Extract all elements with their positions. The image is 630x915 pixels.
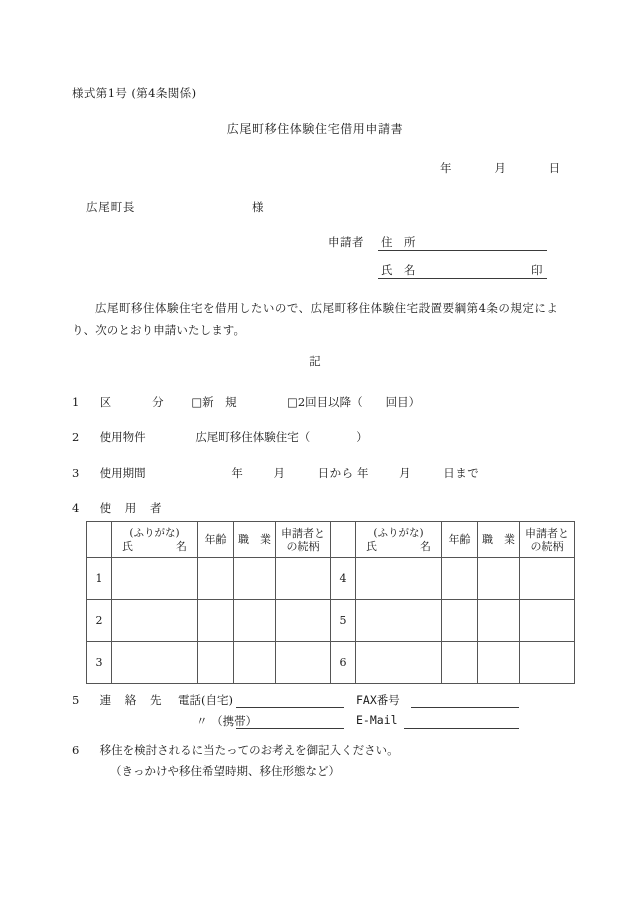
row-name-3[interactable] <box>112 642 198 684</box>
row-name-2[interactable] <box>112 600 198 642</box>
applicant-address-label: 住 所 <box>381 235 416 249</box>
header-relation-line1-right: 申請者と <box>525 526 569 540</box>
item-1-classification <box>72 394 420 410</box>
row-job-6[interactable] <box>478 642 520 684</box>
fax-field[interactable] <box>411 692 519 708</box>
period-from-month: 月 <box>273 466 286 480</box>
period-to-day: 日まで <box>443 466 480 480</box>
item-3-label: 使用期間 <box>99 466 146 480</box>
row-job-3[interactable] <box>234 642 276 684</box>
row-index-3: 3 <box>87 642 112 684</box>
item-4-users <box>72 500 166 516</box>
addressee-name: 広尾町長 <box>86 200 136 214</box>
row-index-1: 1 <box>87 558 112 600</box>
row-job-4[interactable] <box>478 558 520 600</box>
item-2-value[interactable]: 広尾町移住体験住宅（ ） <box>195 430 368 444</box>
header-relation-left <box>276 522 331 558</box>
date-day-label: 日 <box>548 161 561 175</box>
form-number: 様式第1号 (第4条関係) <box>72 86 197 100</box>
item-3-period <box>72 465 479 481</box>
date-year-label: 年 <box>440 161 452 175</box>
item-6-sublabel: （きっかけや移住希望時期、移住形態など） <box>110 764 340 778</box>
seal-mark: 印 <box>531 263 543 277</box>
email-field[interactable] <box>404 713 519 729</box>
row-job-1[interactable] <box>234 558 276 600</box>
header-name-label-right: 氏 名 <box>366 539 431 553</box>
row-index-4: 4 <box>331 558 356 600</box>
item-3-number: 3 <box>72 466 80 480</box>
body-paragraph: 広尾町移住体験住宅を借用したいので、広尾町移住体験住宅設置要綱第4条の規定により、次のとおり申請いたします。 <box>72 301 558 337</box>
header-age-left: 年齢 <box>198 522 234 558</box>
row-name-4[interactable] <box>356 558 442 600</box>
period-to-year: 年 <box>356 466 369 480</box>
row-index-5: 5 <box>331 600 356 642</box>
item-6-label: 移住を検討されるに当たってのお考えを御記入ください。 <box>99 743 399 757</box>
row-job-5[interactable] <box>478 600 520 642</box>
row-age-3[interactable] <box>198 642 234 684</box>
item-1-number: 1 <box>72 395 80 409</box>
row-relation-1[interactable] <box>276 558 331 600</box>
item-2-property <box>72 429 368 445</box>
header-name-right <box>356 522 442 558</box>
header-index-left <box>87 522 112 558</box>
tel-mobile-label: 〃 （携帯） <box>196 714 258 728</box>
item-2-number: 2 <box>72 430 80 444</box>
row-name-1[interactable] <box>112 558 198 600</box>
row-age-1[interactable] <box>198 558 234 600</box>
row-name-5[interactable] <box>356 600 442 642</box>
header-name-label-left: 氏 名 <box>122 539 187 553</box>
document-title: 広尾町移住体験住宅借用申請書 <box>226 122 404 136</box>
header-relation-right <box>520 522 575 558</box>
period-from-day: 日から <box>317 466 354 480</box>
tel-home-field[interactable] <box>236 692 344 708</box>
row-index-2: 2 <box>87 600 112 642</box>
applicant-label: 申請者 <box>328 235 364 249</box>
user-table <box>86 521 575 684</box>
row-job-2[interactable] <box>234 600 276 642</box>
header-furigana-right: (ふりがな) <box>373 526 424 539</box>
tel-home-label: 電話(自宅) <box>178 693 233 707</box>
item-6-number: 6 <box>72 743 80 757</box>
row-age-6[interactable] <box>442 642 478 684</box>
table-row <box>87 558 575 600</box>
row-relation-4[interactable] <box>520 558 575 600</box>
fax-label: FAX番号 <box>356 693 400 707</box>
item-5-number: 5 <box>72 693 80 707</box>
row-age-5[interactable] <box>442 600 478 642</box>
ki-mark: 記 <box>309 354 321 368</box>
item-4-number: 4 <box>72 501 80 515</box>
row-index-6: 6 <box>331 642 356 684</box>
checkbox-new[interactable]: □新 規 <box>191 395 237 409</box>
row-relation-2[interactable] <box>276 600 331 642</box>
header-relation-line1-left: 申請者と <box>281 526 325 540</box>
addressee-honorific: 様 <box>252 200 264 214</box>
header-name-left <box>112 522 198 558</box>
header-job-right: 職 業 <box>478 522 520 558</box>
item-5-label: 連 絡 先 <box>99 693 167 707</box>
row-name-6[interactable] <box>356 642 442 684</box>
row-relation-3[interactable] <box>276 642 331 684</box>
item-6-motivation <box>72 742 399 758</box>
header-relation-line2-right: の続柄 <box>530 539 564 553</box>
applicant-name-label: 氏 名 <box>381 263 416 277</box>
header-index-right <box>331 522 356 558</box>
date-line <box>440 160 561 176</box>
table-row <box>87 600 575 642</box>
header-age-right: 年齢 <box>442 522 478 558</box>
period-from-year: 年 <box>231 466 244 480</box>
period-from[interactable] <box>231 465 353 481</box>
table-row <box>87 642 575 684</box>
tel-mobile-field[interactable] <box>236 713 344 729</box>
period-to[interactable] <box>357 465 479 481</box>
row-relation-5[interactable] <box>520 600 575 642</box>
row-age-2[interactable] <box>198 600 234 642</box>
header-relation-line2-left: の続柄 <box>286 539 320 553</box>
email-label: E-Mail <box>356 713 398 727</box>
item-2-label: 使用物件 <box>99 430 146 444</box>
row-age-4[interactable] <box>442 558 478 600</box>
header-job-left: 職 業 <box>234 522 276 558</box>
row-relation-6[interactable] <box>520 642 575 684</box>
table-header-row <box>87 522 575 558</box>
date-month-label: 月 <box>494 161 507 175</box>
period-to-month: 月 <box>399 466 412 480</box>
item-4-label: 使 用 者 <box>99 501 167 515</box>
checkbox-repeat[interactable]: □2回目以降（ 回目） <box>286 395 421 409</box>
item-1-label: 区 分 <box>99 395 170 409</box>
header-furigana-left: (ふりがな) <box>129 526 180 539</box>
